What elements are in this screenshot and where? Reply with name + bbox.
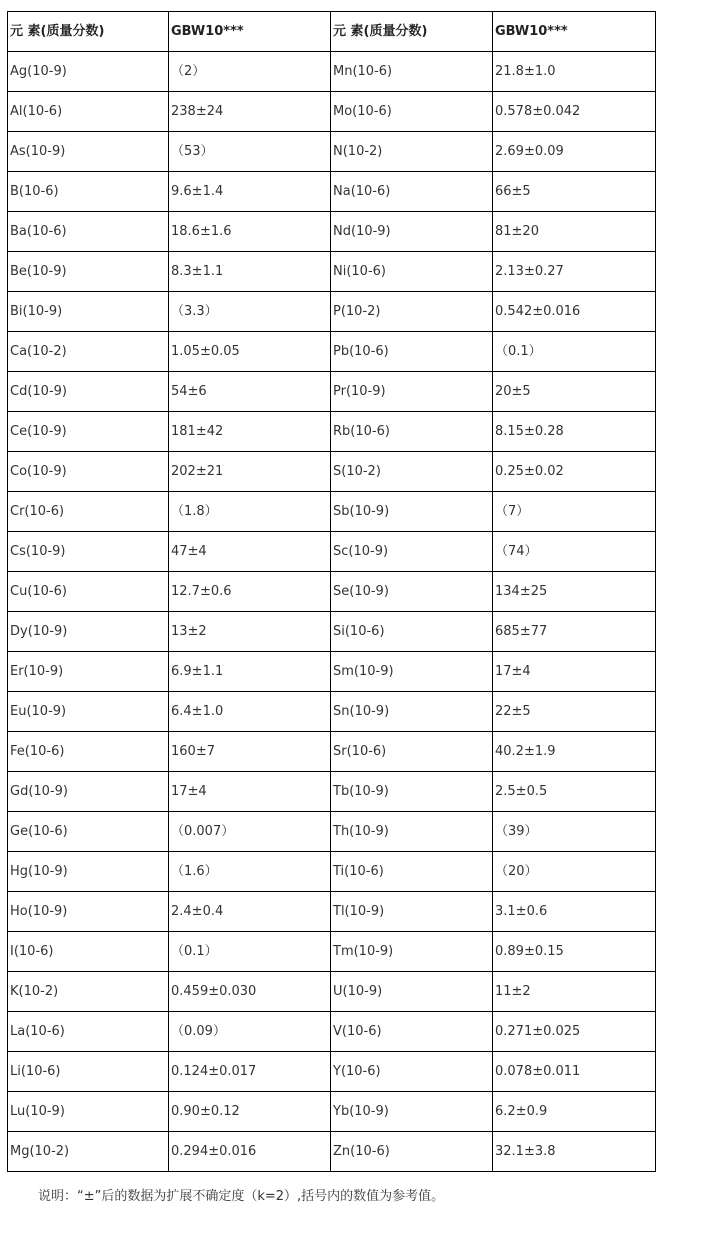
- cell-value: 40.2±1.9: [493, 732, 656, 772]
- cell-value: 8.15±0.28: [493, 412, 656, 452]
- cell-value: （0.1）: [493, 332, 656, 372]
- cell-element: Er(10-9): [8, 652, 169, 692]
- table-row: [8, 492, 656, 532]
- cell-element: Y(10-6): [331, 1052, 493, 1092]
- table-row: [8, 612, 656, 652]
- cell-element: Mn(10-6): [331, 52, 493, 92]
- cell-value: 32.1±3.8: [493, 1132, 656, 1172]
- cell-element: Cr(10-6): [8, 492, 169, 532]
- cell-element: Fe(10-6): [8, 732, 169, 772]
- cell-element: Yb(10-9): [331, 1092, 493, 1132]
- cell-element: Hg(10-9): [8, 852, 169, 892]
- cell-value: 6.9±1.1: [169, 652, 331, 692]
- certified-values-table: [7, 11, 656, 1172]
- cell-value: 0.271±0.025: [493, 1012, 656, 1052]
- cell-value: 3.1±0.6: [493, 892, 656, 932]
- cell-value: 22±5: [493, 692, 656, 732]
- cell-value: 12.7±0.6: [169, 572, 331, 612]
- cell-element: Se(10-9): [331, 572, 493, 612]
- cell-value: 54±6: [169, 372, 331, 412]
- cell-value: （53）: [169, 132, 331, 172]
- cell-element: Ho(10-9): [8, 892, 169, 932]
- table-row: [8, 452, 656, 492]
- cell-value: 20±5: [493, 372, 656, 412]
- table-row: [8, 852, 656, 892]
- cell-element: Cu(10-6): [8, 572, 169, 612]
- cell-value: 0.578±0.042: [493, 92, 656, 132]
- cell-element: Ni(10-6): [331, 252, 493, 292]
- cell-value: 1.05±0.05: [169, 332, 331, 372]
- cell-element: Ca(10-2): [8, 332, 169, 372]
- table-header-row: [8, 12, 656, 52]
- cell-value: （39）: [493, 812, 656, 852]
- cell-value: 0.459±0.030: [169, 972, 331, 1012]
- cell-element: Sc(10-9): [331, 532, 493, 572]
- cell-value: 0.90±0.12: [169, 1092, 331, 1132]
- cell-value: 0.294±0.016: [169, 1132, 331, 1172]
- table-row: [8, 692, 656, 732]
- cell-element: Eu(10-9): [8, 692, 169, 732]
- cell-element: Tb(10-9): [331, 772, 493, 812]
- cell-element: Pr(10-9): [331, 372, 493, 412]
- cell-value: 2.69±0.09: [493, 132, 656, 172]
- table-row: [8, 332, 656, 372]
- cell-value: 181±42: [169, 412, 331, 452]
- cell-value: （0.007）: [169, 812, 331, 852]
- table-row: [8, 212, 656, 252]
- cell-value: 6.4±1.0: [169, 692, 331, 732]
- cell-element: Sm(10-9): [331, 652, 493, 692]
- cell-element: Sr(10-6): [331, 732, 493, 772]
- table-row: [8, 772, 656, 812]
- table-row: [8, 932, 656, 972]
- cell-element: Sn(10-9): [331, 692, 493, 732]
- cell-value: 6.2±0.9: [493, 1092, 656, 1132]
- cell-value: 21.8±1.0: [493, 52, 656, 92]
- table-row: [8, 572, 656, 612]
- cell-value: 238±24: [169, 92, 331, 132]
- cell-value: 685±77: [493, 612, 656, 652]
- cell-element: K(10-2): [8, 972, 169, 1012]
- cell-value: 17±4: [493, 652, 656, 692]
- cell-value: （1.6）: [169, 852, 331, 892]
- cell-element: U(10-9): [331, 972, 493, 1012]
- cell-element: V(10-6): [331, 1012, 493, 1052]
- cell-value: 0.124±0.017: [169, 1052, 331, 1092]
- cell-element: Gd(10-9): [8, 772, 169, 812]
- cell-element: Th(10-9): [331, 812, 493, 852]
- cell-element: Na(10-6): [331, 172, 493, 212]
- table-row: [8, 1092, 656, 1132]
- cell-value: （1.8）: [169, 492, 331, 532]
- cell-element: Tl(10-9): [331, 892, 493, 932]
- cell-value: 17±4: [169, 772, 331, 812]
- cell-value: （0.1）: [169, 932, 331, 972]
- table-row: [8, 372, 656, 412]
- table-row: [8, 1052, 656, 1092]
- cell-element: Al(10-6): [8, 92, 169, 132]
- cell-value: 2.5±0.5: [493, 772, 656, 812]
- cell-value: 2.13±0.27: [493, 252, 656, 292]
- table-row: [8, 532, 656, 572]
- table-row: [8, 732, 656, 772]
- cell-value: （0.09）: [169, 1012, 331, 1052]
- cell-element: Mo(10-6): [331, 92, 493, 132]
- cell-value: 81±20: [493, 212, 656, 252]
- column-header-element: 元 素(质量分数): [331, 12, 493, 52]
- cell-value: 18.6±1.6: [169, 212, 331, 252]
- cell-value: 2.4±0.4: [169, 892, 331, 932]
- cell-element: Ge(10-6): [8, 812, 169, 852]
- cell-value: 13±2: [169, 612, 331, 652]
- cell-element: La(10-6): [8, 1012, 169, 1052]
- cell-value: 8.3±1.1: [169, 252, 331, 292]
- table-row: [8, 1012, 656, 1052]
- cell-element: Cs(10-9): [8, 532, 169, 572]
- cell-value: 9.6±1.4: [169, 172, 331, 212]
- cell-element: I(10-6): [8, 932, 169, 972]
- table-row: [8, 132, 656, 172]
- cell-element: Nd(10-9): [331, 212, 493, 252]
- column-header-value: GBW10***: [169, 12, 331, 52]
- column-header-value: GBW10***: [493, 12, 656, 52]
- cell-value: 11±2: [493, 972, 656, 1012]
- cell-element: N(10-2): [331, 132, 493, 172]
- cell-element: Tm(10-9): [331, 932, 493, 972]
- cell-element: Lu(10-9): [8, 1092, 169, 1132]
- cell-value: 47±4: [169, 532, 331, 572]
- cell-element: B(10-6): [8, 172, 169, 212]
- cell-element: Ti(10-6): [331, 852, 493, 892]
- cell-value: 134±25: [493, 572, 656, 612]
- cell-value: 0.078±0.011: [493, 1052, 656, 1092]
- cell-value: （2）: [169, 52, 331, 92]
- cell-element: As(10-9): [8, 132, 169, 172]
- cell-element: Ce(10-9): [8, 412, 169, 452]
- cell-value: （3.3）: [169, 292, 331, 332]
- cell-element: Zn(10-6): [331, 1132, 493, 1172]
- cell-element: Cd(10-9): [8, 372, 169, 412]
- cell-element: Rb(10-6): [331, 412, 493, 452]
- cell-element: Dy(10-9): [8, 612, 169, 652]
- cell-value: 0.89±0.15: [493, 932, 656, 972]
- table-row: [8, 252, 656, 292]
- cell-element: Co(10-9): [8, 452, 169, 492]
- table-row: [8, 1132, 656, 1172]
- cell-element: Bi(10-9): [8, 292, 169, 332]
- table-row: [8, 292, 656, 332]
- cell-element: Ag(10-9): [8, 52, 169, 92]
- cell-value: 202±21: [169, 452, 331, 492]
- table-row: [8, 92, 656, 132]
- table-row: [8, 812, 656, 852]
- cell-value: 0.542±0.016: [493, 292, 656, 332]
- cell-value: 0.25±0.02: [493, 452, 656, 492]
- table-row: [8, 892, 656, 932]
- cell-element: P(10-2): [331, 292, 493, 332]
- cell-value: 66±5: [493, 172, 656, 212]
- cell-element: Ba(10-6): [8, 212, 169, 252]
- table-row: [8, 412, 656, 452]
- cell-value: （20）: [493, 852, 656, 892]
- cell-element: Li(10-6): [8, 1052, 169, 1092]
- table-body: [8, 52, 656, 1172]
- cell-element: S(10-2): [331, 452, 493, 492]
- cell-value: （74）: [493, 532, 656, 572]
- cell-element: Sb(10-9): [331, 492, 493, 532]
- cell-element: Be(10-9): [8, 252, 169, 292]
- table-row: [8, 172, 656, 212]
- table-row: [8, 652, 656, 692]
- table-footnote: 说明：“±”后的数据为扩展不确定度（k=2）,括号内的数值为参考值。: [38, 1189, 445, 1204]
- cell-value: （7）: [493, 492, 656, 532]
- table-row: [8, 52, 656, 92]
- column-header-element: 元 素(质量分数): [8, 12, 169, 52]
- cell-element: Pb(10-6): [331, 332, 493, 372]
- cell-element: Si(10-6): [331, 612, 493, 652]
- cell-value: 160±7: [169, 732, 331, 772]
- table-row: [8, 972, 656, 1012]
- cell-element: Mg(10-2): [8, 1132, 169, 1172]
